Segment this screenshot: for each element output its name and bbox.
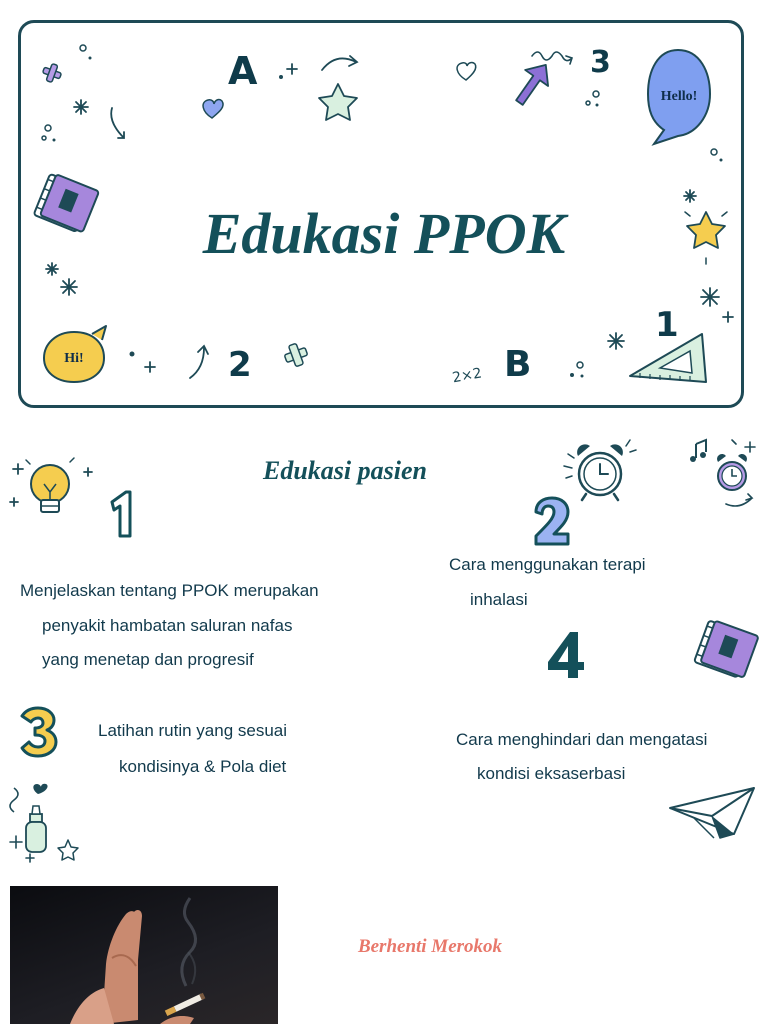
arrow-icon xyxy=(322,56,357,70)
number-four-badge xyxy=(546,628,586,682)
heart-icon xyxy=(457,63,476,80)
number-three-icon: 3 xyxy=(590,45,611,80)
item-1-line-1: Menjelaskan tentang PPOK merupakan xyxy=(20,581,319,600)
smoking-heading: Berhenti Merokok xyxy=(357,936,503,957)
dot-icon xyxy=(53,139,56,142)
stop-smoking-photo xyxy=(10,886,278,1024)
arrow-icon xyxy=(508,57,557,111)
star-icon xyxy=(685,212,727,264)
book-icon xyxy=(690,612,764,690)
item-1-line-3: yang menetap dan progresif xyxy=(42,650,254,669)
item-2-line-2: inhalasi xyxy=(470,590,528,609)
section-heading: Edukasi pasien xyxy=(263,456,427,485)
dot-icon xyxy=(80,45,86,51)
letter-a-icon: A xyxy=(228,49,258,93)
speech-bubble-hello-icon xyxy=(648,50,710,144)
number-two-badge xyxy=(530,496,574,550)
number-two-icon: 2 xyxy=(228,345,252,385)
arrow-icon xyxy=(190,346,208,378)
book-icon xyxy=(34,172,99,234)
bubble-hi-text: Hi! xyxy=(64,351,84,366)
bottle-icon xyxy=(6,780,86,864)
item-1-line-2: penyakit hambatan saluran nafas xyxy=(42,616,293,635)
dot-icon xyxy=(720,159,723,162)
item-4-line-1: Cara menghindari dan mengatasi xyxy=(456,730,708,749)
star-icon xyxy=(319,84,357,120)
dot-icon xyxy=(45,125,51,131)
dot-icon xyxy=(581,375,584,378)
hand-cigarette-illustration xyxy=(10,886,278,1024)
alarm-clock-small-icon xyxy=(686,432,768,510)
sparkle-icon xyxy=(46,64,733,372)
bubble-hello-text: Hello! xyxy=(660,89,698,104)
item-4-line-2: kondisi eksaserbasi xyxy=(477,764,626,783)
number-one-badge xyxy=(106,488,142,544)
dot-icon xyxy=(593,91,599,97)
arrow-icon xyxy=(111,108,124,138)
page-title: Edukasi PPOK xyxy=(202,201,566,266)
dot-icon xyxy=(42,136,46,140)
dot-icon xyxy=(596,104,599,107)
item-2-line-1: Cara menggunakan terapi xyxy=(449,555,646,574)
dot-icon xyxy=(279,75,283,79)
dot-icon xyxy=(89,57,92,60)
squiggle-icon xyxy=(532,52,572,64)
speech-bubble-hi-icon xyxy=(44,326,106,382)
math-note-text: 2×2 xyxy=(451,365,484,387)
item-3-line-1: Latihan rutin yang sesuai xyxy=(98,721,288,740)
paper-plane-icon xyxy=(666,778,758,842)
dot-icon xyxy=(130,352,135,357)
dot-icon xyxy=(570,373,574,377)
letter-b-icon: B xyxy=(504,344,532,385)
cover-doodles xyxy=(0,0,768,420)
plus-icon xyxy=(40,61,63,84)
dot-icon xyxy=(586,101,590,105)
number-three-badge xyxy=(16,706,58,760)
lightbulb-icon xyxy=(8,448,100,530)
heart-icon xyxy=(203,100,223,118)
dot-icon xyxy=(577,362,583,368)
number-one-icon: 1 xyxy=(655,305,679,345)
item-3-line-2: kondisinya & Pola diet xyxy=(119,757,287,776)
plus-icon xyxy=(282,341,310,369)
dot-icon xyxy=(711,149,717,155)
